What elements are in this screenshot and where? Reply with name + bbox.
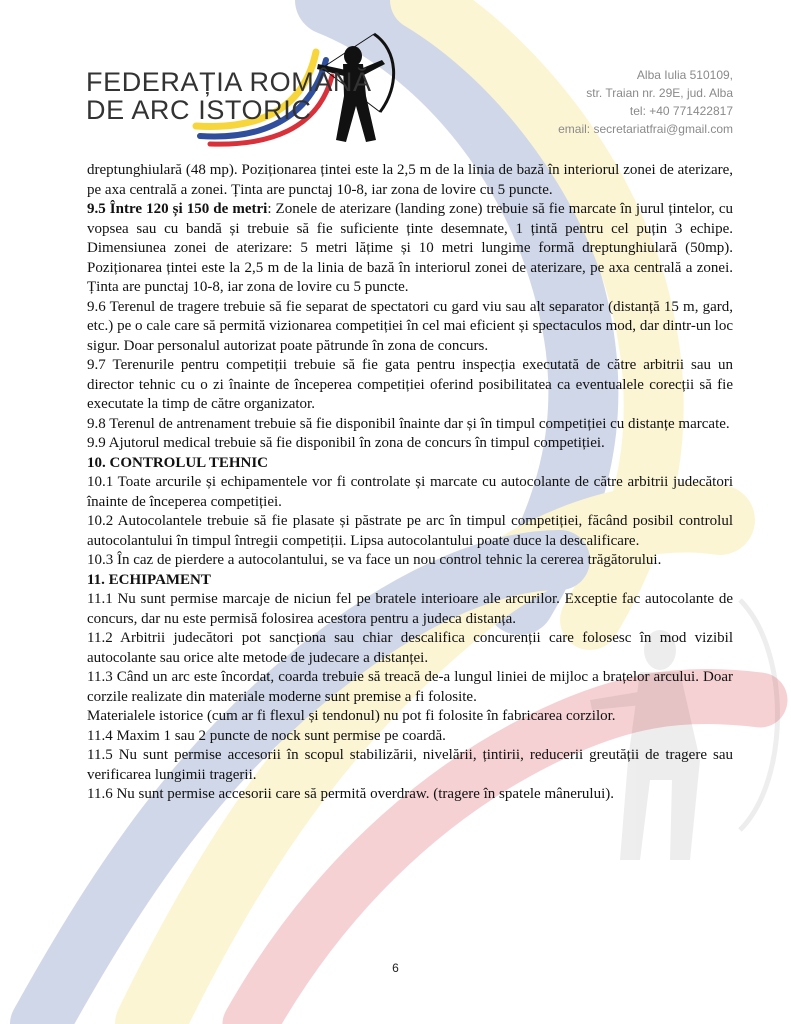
section-heading-11: 11. ECHIPAMENT xyxy=(87,571,211,588)
paragraph-10-2: 10.2 Autocolantele trebuie să fie plasate și păstrate pe arc în timpul competiției, făcând posibil controlul autocolantului în timpul întregii competiții. Lipsa autocolantului poate duce la descalificare. xyxy=(87,513,733,549)
paragraph-text: : Zonele de aterizare (landing zone) trebuie să fie marcate în jurul țintelor, cu vopsea sau cu bandă și trebuie să fie suficiente ținte desemnate, 1 țintă pentru cel puțin 3 echipe. Dimensiunea zonei de aterizare: 5 metri lățime și 10 metri lungime formă dreptunghiulară (50mp). Poziționarea țintei este la 2,5 m de la linia de bază în interiorul zonei de aterizare, pe axa centrală a zonei. Ținta are punctaj 10-8, iar zona de lovire cu 5 puncte. xyxy=(87,201,734,295)
paragraph-11-3: 11.3 Când un arc este încordat, coarda trebuie să treacă de-a lungul liniei de mijloc a brațelor arcului. Doar corzile realizate din materiale moderne sunt premise a fi folosite. xyxy=(87,669,733,705)
page-header xyxy=(0,0,791,150)
page-number: 6 xyxy=(392,961,399,975)
paragraph-9-6: 9.6 Terenul de tragere trebuie să fie separat de spectatori cu gard viu sau alt separator (distanță 15 m, gard, etc.) pe o cale care să permită vizionarea competiției în cel mai eficient și spectaculos mod, dar dintr-un loc sigur. Doar personalul autorizat poate pătrunde în zona de concurs. xyxy=(87,298,733,354)
paragraph-materials: Materialele istorice (cum ar fi flexul și tendonul) nu pot fi folosite în fabricarea corzilor. xyxy=(87,708,616,724)
paragraph: dreptunghiulară (48 mp). Poziționarea țintei este la 2,5 m de la linia de bază în interiorul zonei de aterizare, pe axa centrală a zonei. Ținta are punctaj 10-8, iar zona de lovire cu 5 puncte. xyxy=(87,162,733,198)
paragraph-11-1: 11.1 Nu sunt permise marcaje de niciun fel pe bratele interioare ale arcurilor. Exceptie fac autocolante de concurs, dar nu este permisă folosirea acestora pentru a judeca distanța. xyxy=(87,591,733,627)
bow-icon xyxy=(374,34,394,112)
paragraph-11-5: 11.5 Nu sunt permise accesorii în scopul stabilizării, nivelării, țintirii, reducerii greutății de tragere sau verificarea lungimii tragerii. xyxy=(87,747,733,783)
paragraph-9-5 xyxy=(87,200,733,298)
paragraph-9-7: 9.7 Terenurile pentru competiții trebuie să fie gata pentru inspecția executată de către arbitrii sau un director tehnic cu o zi înainte de începerea competiției oferind posibilitatea ca eventualele corecții să fie executate la timp de către organizator. xyxy=(87,357,733,412)
paragraph-11-2: 11.2 Arbitrii judecători pot sancționa sau chiar descalifica concurenții care folosesc în mod vizibil autocolante sau orice alte metode de judecare a distanței. xyxy=(87,630,733,666)
contact-block xyxy=(558,66,733,138)
contact-street: str. Traian nr. 29E, jud. Alba xyxy=(586,86,733,100)
paragraph-11-4: 11.4 Maxim 1 sau 2 puncte de nock sunt permise pe coardă. xyxy=(87,727,446,744)
paragraph-9-8: 9.8 Terenul de antrenament trebuie să fie disponibil înainte dar și în timpul competiției cu distanțe marcate. xyxy=(87,415,730,432)
document-body xyxy=(87,161,733,805)
paragraph-9-9: 9.9 Ajutorul medical trebuie să fie disponibil în zona de concurs în timpul competiției. xyxy=(87,435,605,451)
paragraph-11-6: 11.6 Nu sunt permise accesorii care să permită overdraw. (tragere în spatele mânerului). xyxy=(87,786,614,802)
contact-phone: tel: +40 771422817 xyxy=(629,104,733,118)
paragraph-10-3: 10.3 În caz de pierdere a autocolantului, se va face un nou control tehnic la cererea trăgătorului. xyxy=(87,552,662,568)
logo-line-1: FEDERAȚIA ROMÂNĂ xyxy=(86,67,372,97)
section-heading-10: 10. CONTROLUL TEHNIC xyxy=(87,454,269,471)
section-label: 9.5 Între 120 și 150 de metri xyxy=(87,201,268,217)
logo-line-2: DE ARC ISTORIC xyxy=(86,95,312,125)
contact-city: Alba Iulia 510109, xyxy=(636,68,733,82)
paragraph-10-1: 10.1 Toate arcurile și echipamentele vor fi controlate și marcate cu autocolante de către arbitrii judecători înainte de începerea competiției. xyxy=(87,474,733,510)
contact-email: email: secretariatfrai@gmail.com xyxy=(558,122,733,136)
logo-wordmark xyxy=(86,68,372,124)
